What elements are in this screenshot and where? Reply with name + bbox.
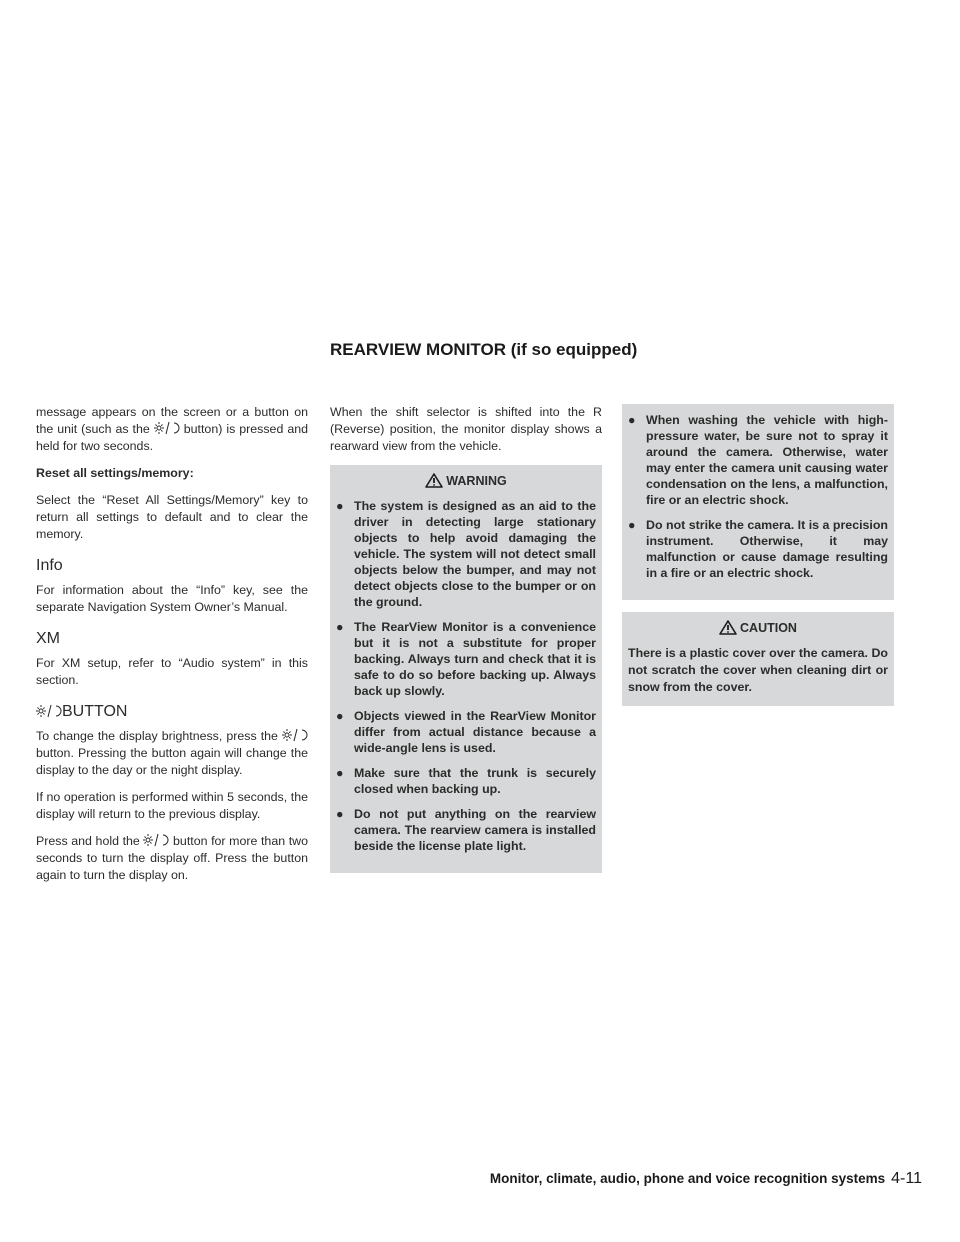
warning-triangle-icon (425, 473, 443, 488)
button-paragraph-2: If no operation is performed within 5 seconds, the display will return to the previous display. (36, 790, 308, 821)
list-item: ● Make sure that the trunk is securely closed when backing up. (336, 766, 596, 796)
list-item: ● Objects viewed in the RearView Monitor differ from actual distance because a wide-angle lens is used. (336, 709, 596, 755)
info-text: For information about the “Info” key, see the separate Navigation System Owner’s Manual. (36, 583, 308, 614)
list-item: ● Do not strike the camera. It is a precision instrument. Otherwise, it may malfunction or cause damage resulting in a fire or an electric shock. (628, 518, 888, 580)
info-heading: Info (36, 557, 63, 574)
reset-heading: Reset all settings/memory: (36, 466, 194, 480)
list-item: ● When washing the vehicle with high-pressure water, be sure not to spray it around the camera. Otherwise, water may enter the camera unit causing water condensation on the lens, a malfunction, fire or an electric shock. (628, 413, 888, 507)
button-paragraph-1: To change the display brightness, press the button. Pressing the button again will change the display to the day or the night display. (36, 729, 308, 777)
section-title: REARVIEW MONITOR (if so equipped) (330, 340, 638, 359)
sun-moon-icon (36, 704, 62, 718)
warning-box (330, 465, 602, 873)
page-footer (490, 1170, 922, 1188)
caution-header: CAUTION (628, 620, 888, 637)
footer-title: Monitor, climate, audio, phone and voice recognition systems (489, 1171, 886, 1186)
list-item: ● The RearView Monitor is a convenience but it is not a substitute for proper backing. Always turn and check that it is safe to do so before backing up. Always back up slowly. (336, 620, 596, 698)
column-middle (330, 404, 602, 885)
caution-box (622, 612, 894, 706)
caution-text: There is a plastic cover over the camera. Do not scratch the cover when cleaning dirt or snow from the cover. (628, 646, 888, 694)
list-item: ● The system is designed as an aid to the driver in detecting large stationary objects to help avoid damaging the vehicle. The system will not detect small objects below the bumper, and may not detect objects close to the bumper or on the ground. (336, 499, 596, 609)
column-left (36, 404, 308, 894)
xm-heading: XM (36, 630, 60, 647)
sun-moon-icon (154, 421, 180, 435)
warning-list-continued (628, 412, 888, 581)
reset-text: Select the “Reset All Settings/Memory” key to return all settings to default and to clear the memory. (36, 493, 308, 541)
paragraph-continued: message appears on the screen or a button on the unit (such as the button) is pressed and held for two seconds. (36, 405, 309, 453)
warning-list (336, 498, 596, 854)
button-paragraph-3: Press and hold the button for more than two seconds to turn the display off. Press the button again to turn the display on. (36, 834, 308, 882)
list-item: ● Do not put anything on the rearview camera. The rearview camera is installed beside the license plate light. (336, 807, 596, 853)
column-right (622, 404, 894, 718)
rearview-intro: When the shift selector is shifted into the R (Reverse) position, the monitor display shows a rearward view from the vehicle. (330, 405, 602, 453)
xm-text: For XM setup, refer to “Audio system” in this section. (36, 656, 308, 687)
page-number: 4-11 (891, 1170, 922, 1187)
warning-header: WARNING (336, 473, 596, 490)
sun-moon-icon (143, 833, 169, 847)
sun-moon-icon (282, 728, 308, 742)
warning-triangle-icon (719, 620, 737, 635)
button-heading: BUTTON (36, 703, 308, 720)
warning-box-continued (622, 404, 894, 600)
